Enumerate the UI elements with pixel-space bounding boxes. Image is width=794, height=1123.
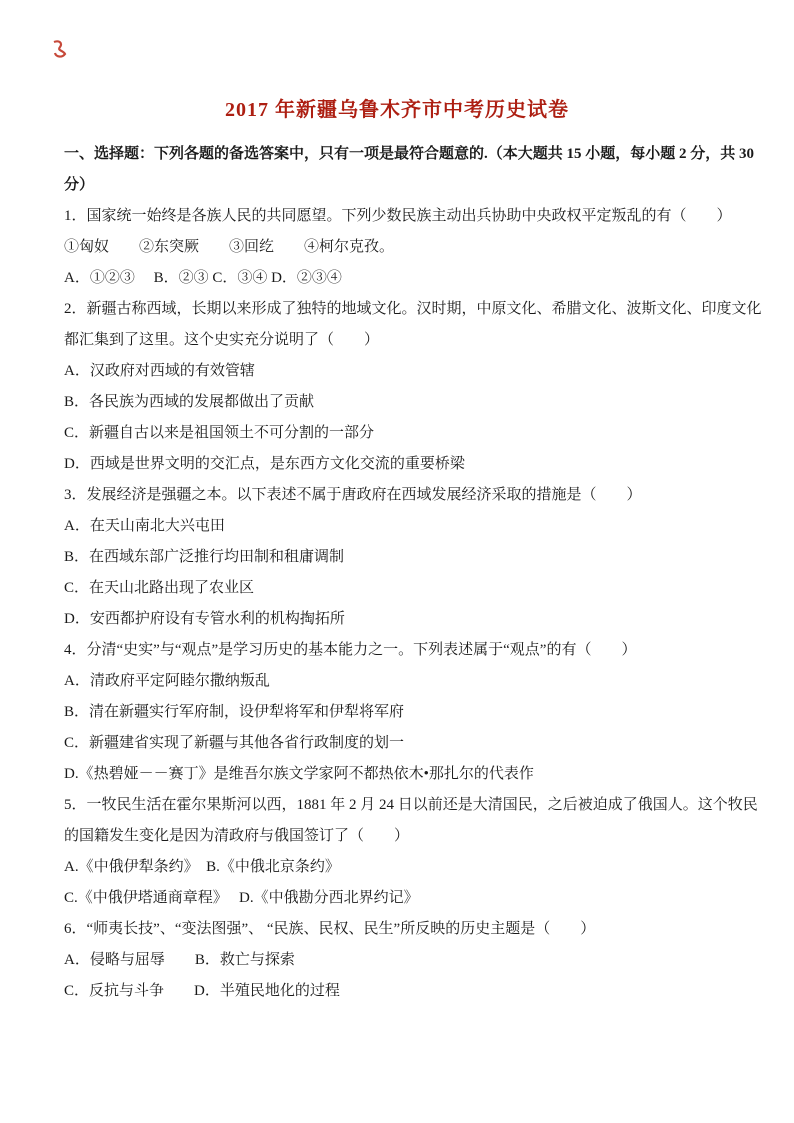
- question-2: [64, 294, 762, 480]
- question-line: 的国籍发生变化是因为清政府与俄国签订了（ ）: [64, 828, 410, 844]
- question-line: B．在西域东部广泛推行均田制和租庸调制: [64, 549, 345, 565]
- question-4: [64, 635, 730, 790]
- question-line: C．新疆建省实现了新疆与其他各省行政制度的划一: [64, 735, 405, 751]
- question-line: D.《热碧娅－－赛丁》是维吾尔族文学家阿不都热依木•那扎尔的代表作: [64, 766, 534, 782]
- question-line: A.《中俄伊犁条约》 B.《中俄北京条约》: [64, 859, 340, 875]
- question-line: D．安西都护府设有专管水利的机构掏拓所: [64, 611, 345, 627]
- question-line: C．在天山北路出现了农业区: [64, 580, 255, 596]
- section-heading-multiple-choice: [64, 139, 755, 201]
- question-line: A．①②③ B．②③ C．③④ D．②③④: [64, 270, 342, 286]
- question-1: [64, 201, 730, 294]
- question-line: ①匈奴 ②东突厥 ③回纥 ④柯尔克孜。: [64, 239, 395, 255]
- question-line: D．西域是世界文明的交汇点，是东西方文化交流的重要桥梁: [64, 456, 465, 472]
- question-line: B．清在新疆实行军府制，设伊犁将军和伊犁将军府: [64, 704, 405, 720]
- question-list: [64, 201, 762, 1007]
- question-stem: 6．“师夷长技”、“变法图强”、 “民族、民权、民生”所反映的历史主题是（ ）: [64, 921, 596, 937]
- question-line: A．侵略与屈辱 B．救亡与探索: [64, 952, 295, 968]
- question-line: 都汇集到了这里。这个史实充分说明了（ ）: [64, 332, 380, 348]
- question-line: A．清政府平定阿睦尔撒纳叛乱: [64, 673, 270, 689]
- question-stem: 4．分清“史实”与“观点”是学习历史的基本能力之一。下列表述属于“观点”的有（ ）: [64, 642, 637, 658]
- question-stem: 2．新疆古称西域，长期以来形成了独特的地域文化。汉时期，中原文化、希腊文化、波斯文化、印度文化: [64, 301, 762, 317]
- question-stem: 1．国家统一始终是各族人民的共同愿望。下列少数民族主动出兵协助中央政权平定叛乱的有（ ）: [64, 208, 732, 224]
- question-line: C．反抗与斗争 D．半殖民地化的过程: [64, 983, 340, 999]
- question-line: A．汉政府对西域的有效管辖: [64, 363, 255, 379]
- question-stem: 3．发展经济是强疆之本。以下表述不属于唐政府在西域发展经济采取的措施是（ ）: [64, 487, 642, 503]
- question-line: A．在天山南北大兴屯田: [64, 518, 225, 534]
- page-title: 2017 年新疆乌鲁木齐市中考历史试卷: [225, 99, 569, 121]
- question-6: [64, 914, 730, 1007]
- section-heading-line: 分）: [64, 177, 95, 193]
- question-3: [64, 480, 730, 635]
- question-line: C．新疆自古以来是祖国领土不可分割的一部分: [64, 425, 375, 441]
- question-5: [64, 790, 758, 914]
- question-line: B．各民族为西域的发展都做出了贡献: [64, 394, 315, 410]
- question-line: C.《中俄伊塔通商章程》 D.《中俄勘分西北界约记》: [64, 890, 419, 906]
- section-heading-line: 一、选择题：下列各题的备选答案中，只有一项是最符合题意的.（本大题共 15 小题，每小题 2 分，共 30: [64, 146, 755, 162]
- question-stem: 5．一牧民生活在霍尔果斯河以西，1881 年 2 月 24 日以前还是大清国民，之后被迫成了俄国人。这个牧民: [64, 797, 758, 813]
- red-ink-mark: [50, 38, 70, 62]
